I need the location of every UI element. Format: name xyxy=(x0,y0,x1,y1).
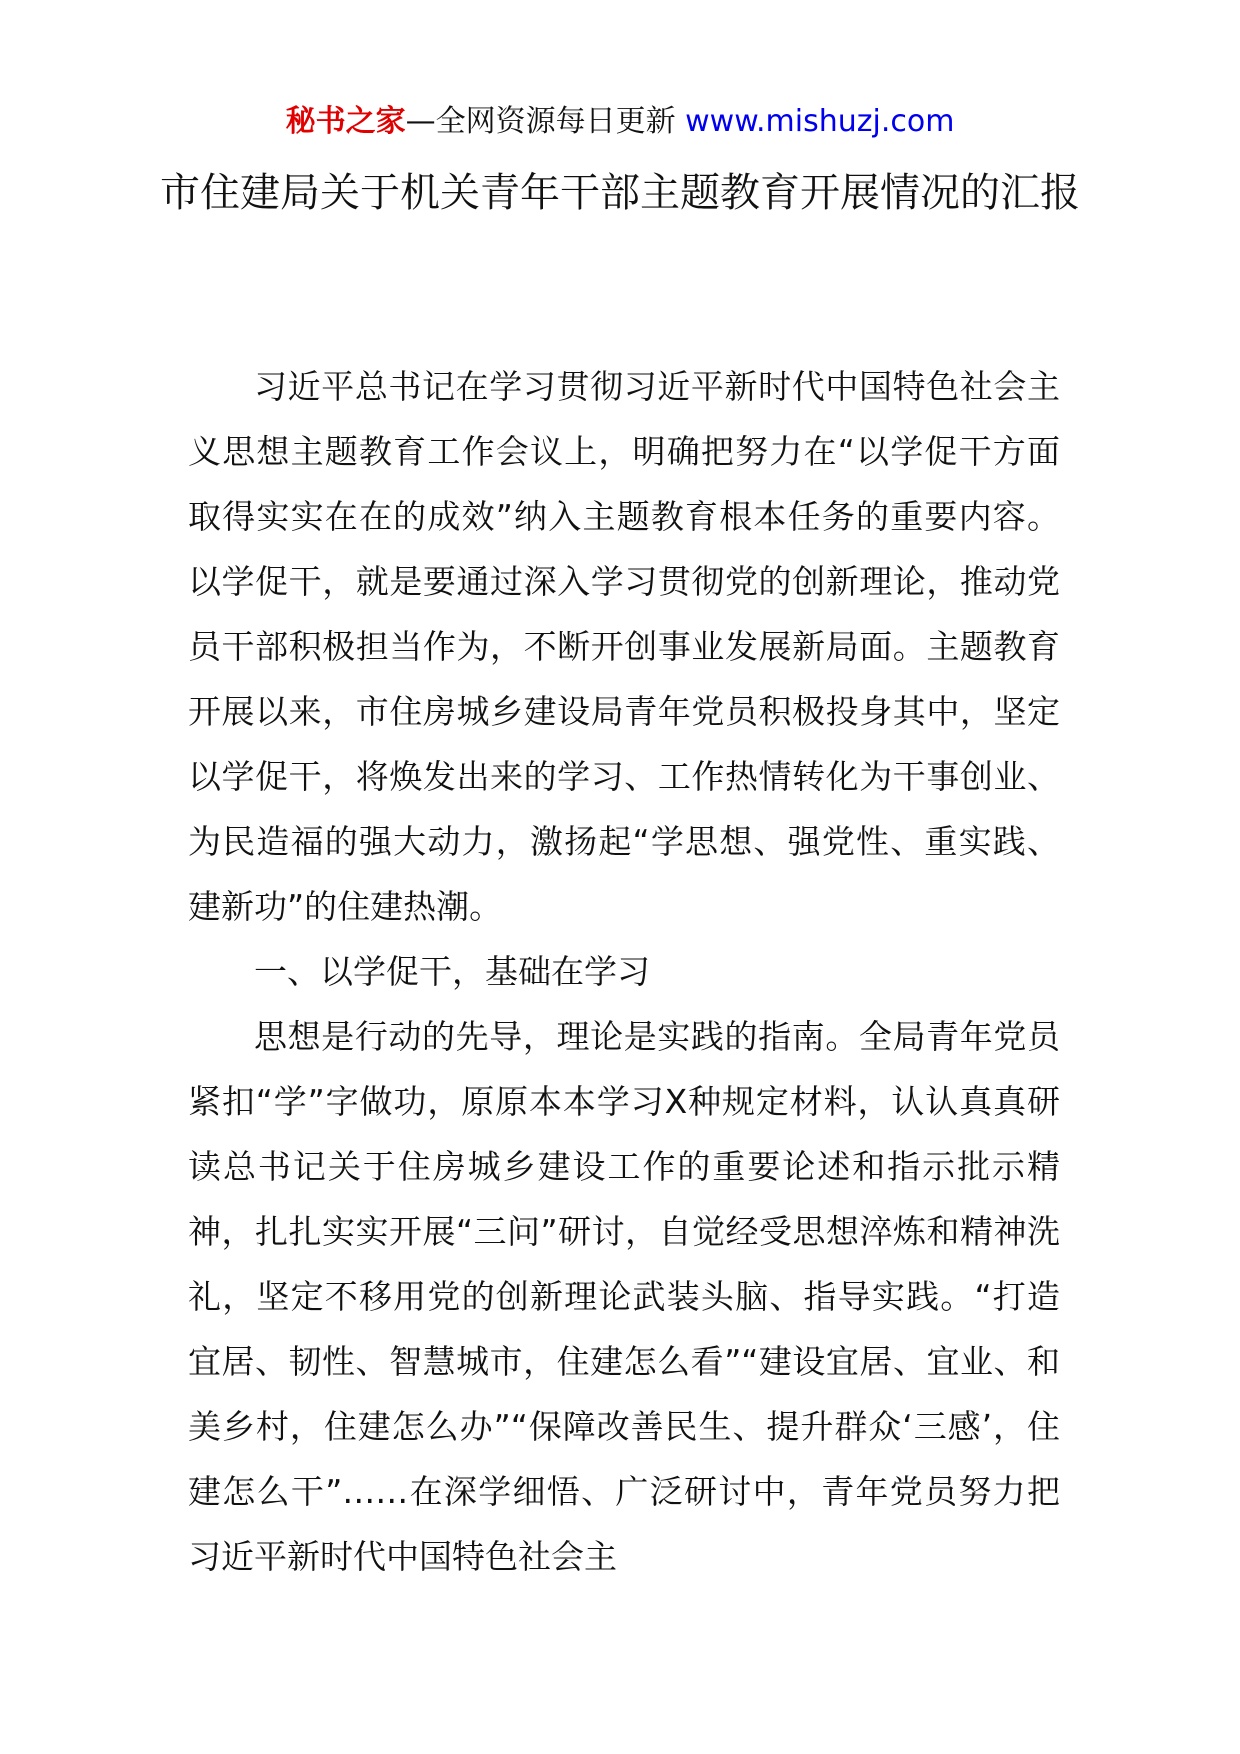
document-body xyxy=(188,354,1060,1589)
body-paragraph: 思想是行动的先导，理论是实践的指南。全局青年党员紧扣“学”字做功，原原本本学习X种规定材料，认认真真研读总书记关于住房城乡建设工作的重要论述和指示批示精神，扎扎实实开展“三问”研讨，自觉经受思想淬炼和精神洗礼，坚定不移用党的创新理论武装头脑、指导实践。“打造宜居、韧性、智慧城市，住建怎么看”“建设宜居、宜业、和美乡村，住建怎么办”“保障改善民生、提升群众‘三感’，住建怎么干”……在深学细悟、广泛研讨中，青年党员努力把习近平新时代中国特色社会主 xyxy=(188,1017,1060,1576)
site-header xyxy=(0,100,1240,144)
header-tagline: —全网资源每日更新 xyxy=(405,104,686,139)
document-title: 市住建局关于机关青年干部主题教育开展情况的汇报 xyxy=(160,170,1080,216)
brand-name: 秘书之家 xyxy=(285,104,406,139)
section-heading: 一、以学促干，基础在学习 xyxy=(254,952,650,991)
body-paragraph: 习近平总书记在学习贯彻习近平新时代中国特色社会主义思想主题教育工作会议上，明确把努力在“以学促干方面取得实实在在的成效”纳入主题教育根本任务的重要内容。以学促干，就是要通过深入学习贯彻党的创新理论，推动党员干部积极担当作为，不断开创事业发展新局面。主题教育开展以来，市住房城乡建设局青年党员积极投身其中，坚定以学促干，将焕发出来的学习、工作热情转化为干事创业、为民造福的强大动力，激扬起“学思想、强党性、重实践、建新功”的住建热潮。 xyxy=(188,367,1060,926)
site-url-link[interactable]: www.mishuzj.com xyxy=(685,104,955,139)
